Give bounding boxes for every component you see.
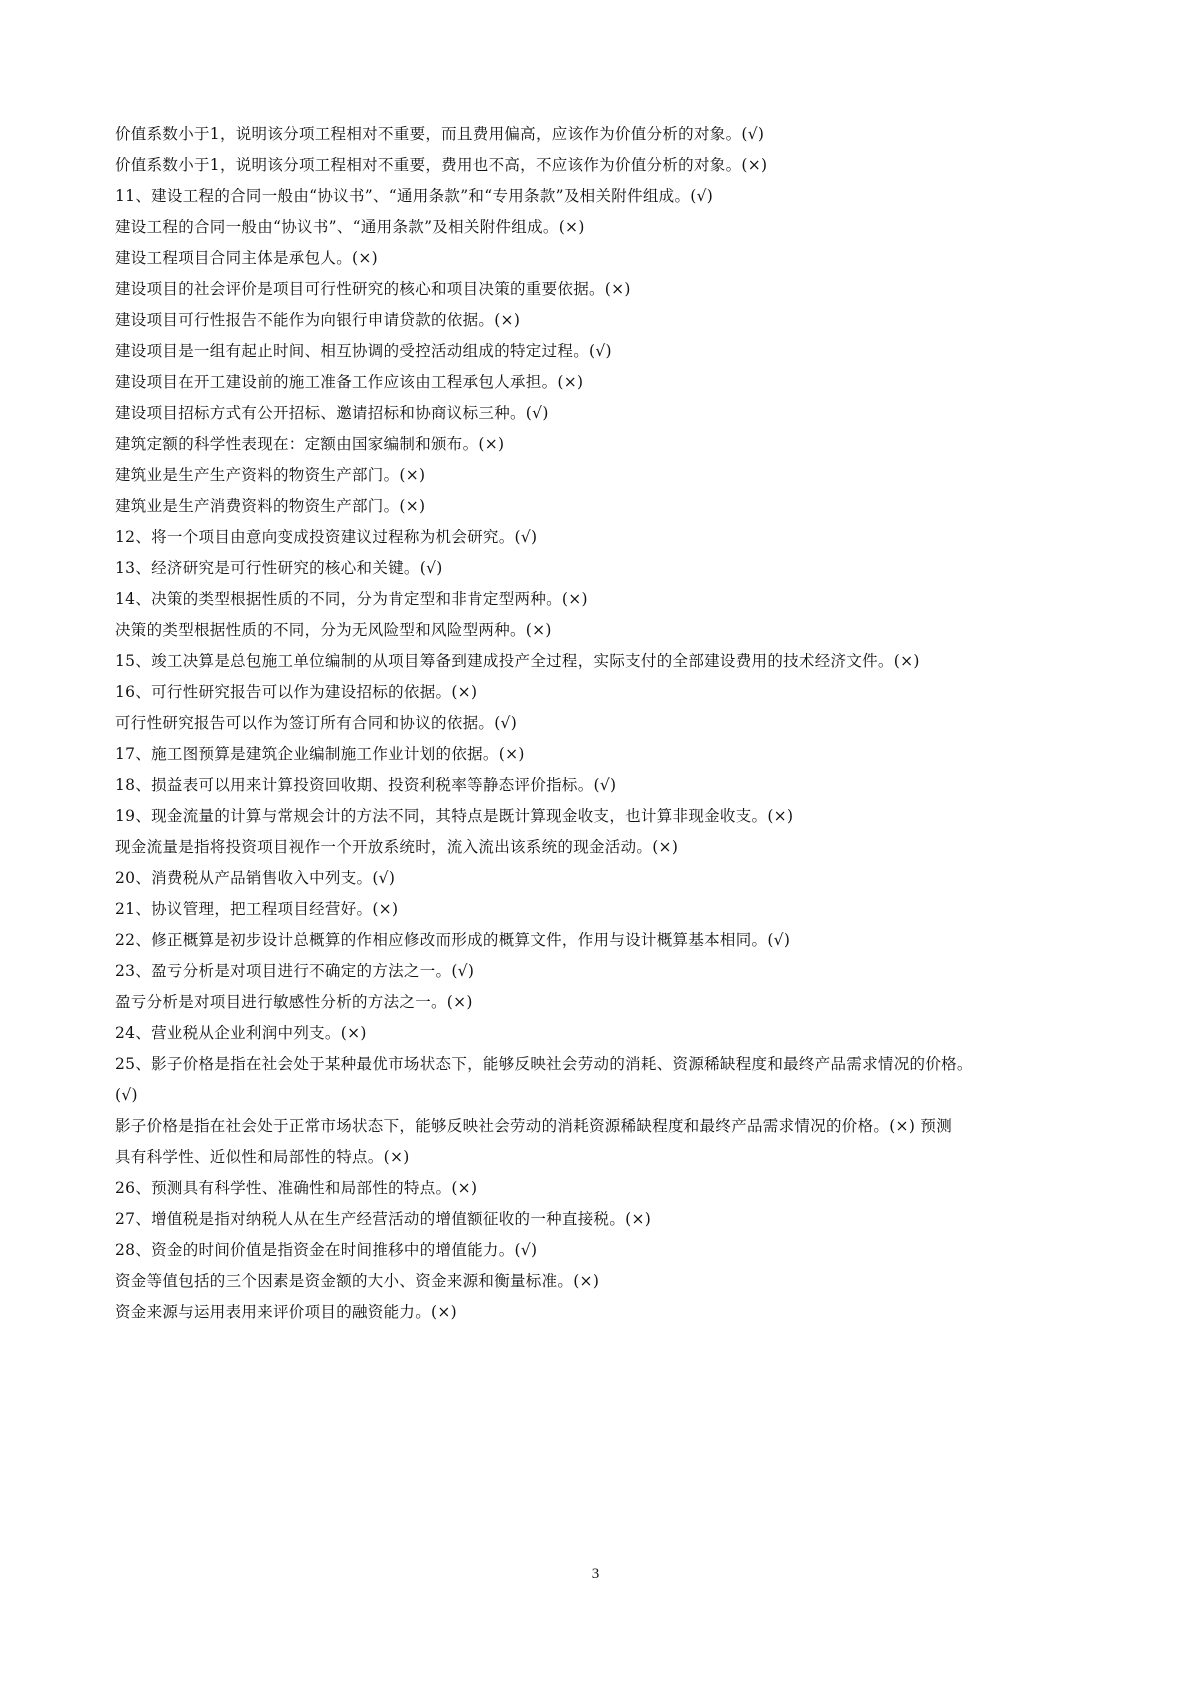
text-line: 建设项目是一组有起止时间、相互协调的受控活动组成的特定过程。(√) [115, 342, 612, 360]
text-line: 决策的类型根据性质的不同，分为无风险型和风险型两种。(×) [115, 621, 552, 639]
page-number: 3 [591, 1566, 600, 1582]
text-line: 盈亏分析是对项目进行敏感性分析的方法之一。(×) [115, 993, 473, 1011]
text-line: 22、修正概算是初步设计总概算的作相应修改而形成的概算文件，作用与设计概算基本相同。(√) [115, 931, 791, 949]
text-line: 12、将一个项目由意向变成投资建议过程称为机会研究。(√) [115, 528, 538, 546]
text-line: 建筑定额的科学性表现在：定额由国家编制和颁布。(×) [115, 435, 505, 453]
text-line: 18、损益表可以用来计算投资回收期、投资利税率等静态评价指标。(√) [115, 776, 617, 794]
text-line: 资金来源与运用表用来评价项目的融资能力。(×) [115, 1303, 457, 1321]
text-line: 建设项目的社会评价是项目可行性研究的核心和项目决策的重要依据。(×) [115, 280, 631, 298]
text-line: 28、资金的时间价值是指资金在时间推移中的增值能力。(√) [115, 1241, 538, 1259]
text-line: 13、经济研究是可行性研究的核心和关键。(√) [115, 559, 443, 577]
text-line: 21、协议管理，把工程项目经营好。(×) [115, 900, 399, 918]
text-line: 15、竣工决算是总包施工单位编制的从项目筹备到建成投产全过程，实际支付的全部建设费用的技术经济文件。(×) [115, 652, 920, 670]
text-line: 23、盈亏分析是对项目进行不确定的方法之一。(√) [115, 962, 475, 980]
text-line: 20、消费税从产品销售收入中列支。(√) [115, 869, 396, 887]
text-line: 资金等值包括的三个因素是资金额的大小、资金来源和衡量标准。(×) [115, 1272, 600, 1290]
text-line: 价值系数小于1，说明该分项工程相对不重要，费用也不高，不应该作为价值分析的对象。(×) [115, 156, 768, 174]
text-line: 27、增值税是指对纳税人从在生产经营活动的增值额征收的一种直接税。(×) [115, 1210, 652, 1228]
text-line: 11、建设工程的合同一般由“协议书”、“通用条款”和“专用条款”及相关附件组成。(√) [115, 187, 714, 205]
text-line: 建设项目可行性报告不能作为向银行申请贷款的依据。(×) [115, 311, 521, 329]
text-line: 17、施工图预算是建筑企业编制施工作业计划的依据。(×) [115, 745, 525, 763]
text-line: 影子价格是指在社会处于正常市场状态下，能够反映社会劳动的消耗资源稀缺程度和最终产品需求情况的价格。(×) 预测 [115, 1117, 953, 1135]
text-line: 价值系数小于1，说明该分项工程相对不重要，而且费用偏高，应该作为价值分析的对象。(√) [115, 125, 765, 143]
text-line: (√) [115, 1086, 138, 1104]
text-line: 建筑业是生产消费资料的物资生产部门。(×) [115, 497, 426, 515]
text-line: 24、营业税从企业利润中列支。(×) [115, 1024, 367, 1042]
text-line: 25、影子价格是指在社会处于某种最优市场状态下，能够反映社会劳动的消耗、资源稀缺程度和最终产品需求情况的价格。 [115, 1055, 973, 1073]
text-line: 可行性研究报告可以作为签订所有合同和协议的依据。(√) [115, 714, 518, 732]
text-line: 建筑业是生产生产资料的物资生产部门。(×) [115, 466, 426, 484]
text-line: 26、预测具有科学性、准确性和局部性的特点。(×) [115, 1179, 478, 1197]
text-line: 建设项目在开工建设前的施工准备工作应该由工程承包人承担。(×) [115, 373, 584, 391]
text-line: 19、现金流量的计算与常规会计的方法不同，其特点是既计算现金收支，也计算非现金收支。(×) [115, 807, 794, 825]
text-line: 16、可行性研究报告可以作为建设招标的依据。(×) [115, 683, 478, 701]
text-line: 建设项目招标方式有公开招标、邀请招标和协商议标三种。(√) [115, 404, 549, 422]
text-line: 14、决策的类型根据性质的不同，分为肯定型和非肯定型两种。(×) [115, 590, 588, 608]
document-body [115, 119, 1100, 1328]
text-line: 建设工程的合同一般由“协议书”、“通用条款”及相关附件组成。(×) [115, 218, 585, 236]
text-line: 具有科学性、近似性和局部性的特点。(×) [115, 1148, 410, 1166]
text-line: 建设工程项目合同主体是承包人。(×) [115, 249, 378, 267]
text-line: 现金流量是指将投资项目视作一个开放系统时，流入流出该系统的现金活动。(×) [115, 838, 679, 856]
